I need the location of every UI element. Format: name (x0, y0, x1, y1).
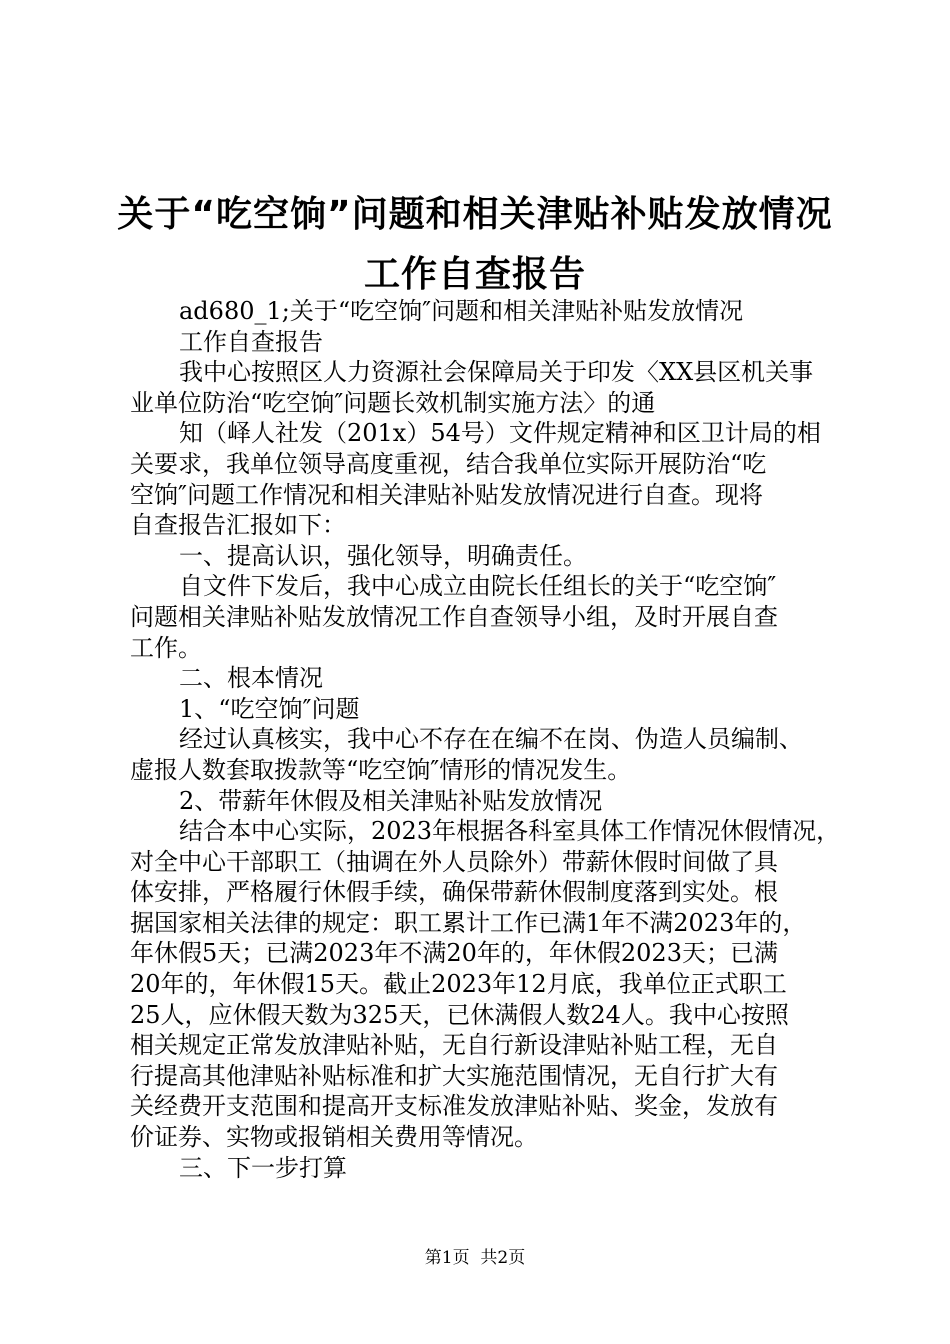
body-line: 据国家相关法律的规定：职工累计工作已满1年不满2023年的， (130, 908, 807, 937)
body-line: ad680_1;关于“吃空饷″问题和相关津贴补贴发放情况 (179, 297, 744, 325)
body-line: 工作自查报告 (179, 327, 323, 356)
body-line: 空饷″问题工作情况和相关津贴补贴发放情况进行自查。现将 (130, 480, 763, 509)
body-line: 对全中心干部职工（抽调在外人员除外）带薪休假时间做了具 (130, 847, 778, 876)
page-footer (0, 1243, 950, 1268)
body-line: 业单位防治“吃空饷″问题长效机制实施方法〉的通 (130, 388, 656, 417)
body-line: 工作。 (130, 633, 202, 662)
body-line: 1、“吃空饷″问题 (179, 694, 360, 723)
page-number: 第1页 共2页 (424, 1248, 526, 1268)
body-line: 相关规定正常发放津贴补贴，无自行新设津贴补贴工程，无自 (130, 1031, 778, 1060)
body-line: 体安排，严格履行休假手续，确保带薪休假制度落到实处。根 (130, 878, 778, 907)
body-line: 自文件下发后，我中心成立由院长任组长的关于“吃空饷″ (179, 572, 777, 601)
body-line: 20年的，年休假15天。截止2023年12月底，我单位正式职工 (130, 970, 787, 999)
body-line: 关要求，我单位领导高度重视，结合我单位实际开展防治“吃 (130, 449, 767, 478)
body-line: 一、提高认识，强化领导，明确责任。 (179, 541, 587, 570)
body-line: 我中心按照区人力资源社会保障局关于印发〈XX县区机关事 (179, 358, 814, 387)
body-line: 二、根本情况 (179, 664, 323, 693)
body-line: 关经费开支范围和提高开支标准发放津贴补贴、奖金，发放有 (130, 1092, 778, 1121)
body-line: 结合本中心实际，2023年根据各科室具体工作情况休假情况， (179, 817, 841, 846)
body-line: 三、下一步打算 (179, 1153, 347, 1182)
document-body (130, 296, 841, 1183)
body-line: 年休假5天；已满2023年不满20年的，年休假2023天；已满 (130, 939, 778, 968)
body-line: 行提高其他津贴补贴标准和扩大实施范围情况，无自行扩大有 (130, 1061, 778, 1090)
document-title-line-2: 工作自查报告 (363, 254, 586, 295)
body-line: 25人，应休假天数为325天，已休满假人数24人。我中心按照 (130, 1000, 789, 1029)
document-title-line-1: 关于“吃空饷”问题和相关津贴补贴发放情况 (117, 194, 833, 235)
body-line: 问题相关津贴补贴发放情况工作自查领导小组，及时开展自查 (130, 602, 778, 631)
body-line: 知（峄人社发（201x）54号）文件规定精神和区卫计局的相 (179, 419, 821, 448)
body-line: 2、带薪年休假及相关津贴补贴发放情况 (179, 786, 603, 815)
body-line: 经过认真核实，我中心不存在在编不在岗、伪造人员编制、 (179, 725, 803, 754)
body-line: 价证券、实物或报销相关费用等情况。 (130, 1123, 538, 1152)
body-line: 自查报告汇报如下： (130, 511, 346, 540)
body-line: 虚报人数套取拨款等“吃空饷″情形的情况发生。 (130, 755, 632, 784)
